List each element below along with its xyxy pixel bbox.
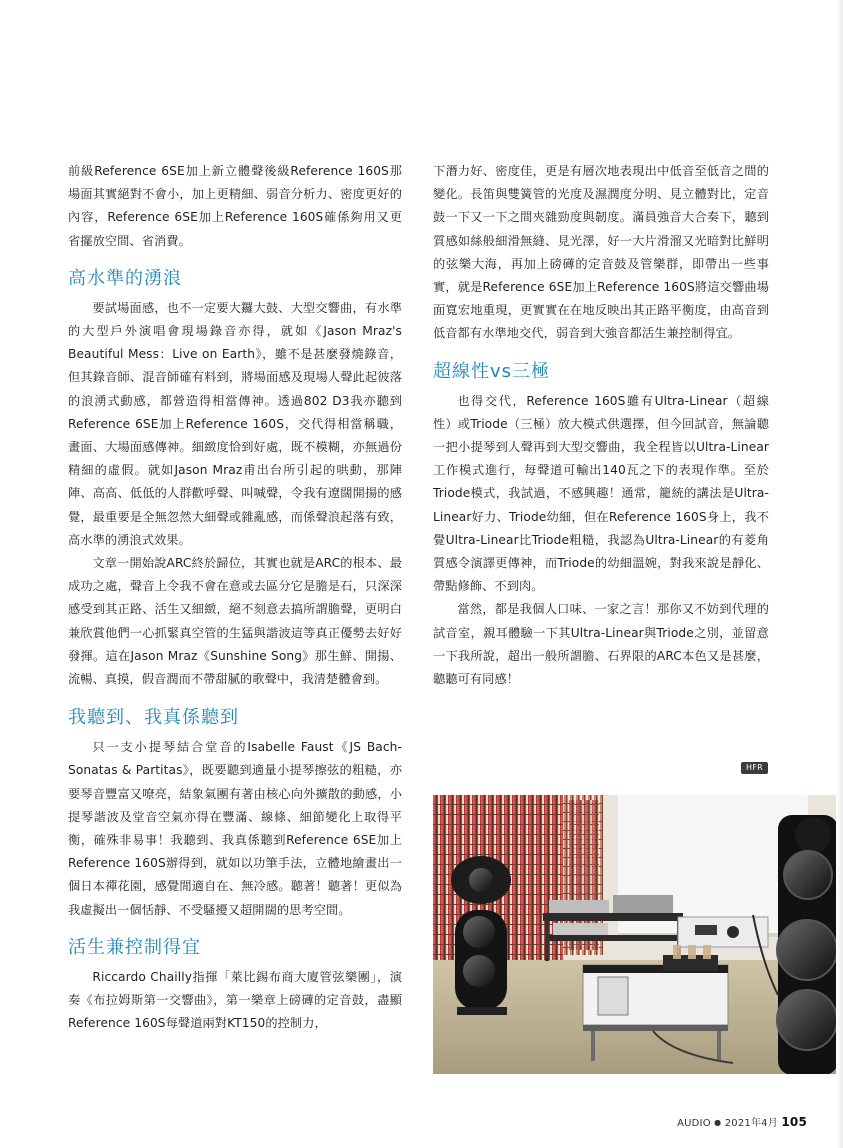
separator-dot: ● bbox=[714, 1118, 722, 1127]
right-column bbox=[433, 160, 769, 691]
body-paragraph: 只一支小提琴結合堂音的Isabelle Faust《JS Bach-Sonatas & Partitas》，既要聽到適量小提琴擦弦的粗糙，亦要琴音豐富又嘹亮，結象氣團有著由核心向外擴散的動感，小提琴諧波及堂音空氣亦得在豐滿、線條、細節變化上取得平衡，確殊非易事！我聽到、我真係聽到Reference 6SE加上Reference 160S辦得到，就如以功筆手法，立體地繪畫出一個日本禪花園，感覺閒適自在、無冷感。聽著！聽著！更似為我虛擬出一個恬靜、不受騷擾又超開闊的思考空間。 bbox=[68, 740, 402, 917]
body-paragraph: 文章一開始說ARC終於歸位，其實也就是ARC的根本、最成功之處，聲音上令我不會在意或去區分它是膽是石，只深深感受到其正路、活生又細緻，絕不刻意去搞所謂膽聲，更明白兼欣賞他們一心抓緊真空管的生猛與諧波這等真正優勢去好好發揮。這在Jason Mraz《Sunshine Song》那生鮮、開揚、流暢、真摸，假音潤而不帶甜膩的歌聲中，我清楚體會到。 bbox=[68, 556, 402, 687]
body-paragraph: 也得交代，Reference 160S雖有Ultra-Linear（超線性）或Triode（三極）放大模式供選擇，但今回試音，無論聽一把小提琴到人聲再到大型交響曲，我全程皆以Ultra-Linear工作模式進行，每聲道可輸出140瓦之下的表現作準。至於Triode模式，我試過，不感興趣！通常，籠統的講法是Ultra-Linear好力、Triode幼細，但在Reference 160S身上，我不覺Ultra-Linear比Triode粗糙，我認為Ultra-Linear的有菱角質感令演譯更傳神，而Triode的幼細溫婉，對我來說是靜化、帶點修飾、不到肉。 bbox=[433, 393, 769, 594]
section-heading: 我聽到、我真係聽到 bbox=[68, 707, 239, 729]
section-heading: 超線性vs三極 bbox=[433, 360, 551, 382]
left-column bbox=[68, 160, 402, 1036]
page-number: 105 bbox=[781, 1115, 807, 1129]
page-footer bbox=[677, 1114, 807, 1129]
body-paragraph: 要試場面感，也不一定要大鑼大鼓、大型交響曲，有水準的大型戶外演唱會現場錄音亦得，就如《Jason Mraz's Beautiful Mess：Live on Earth》，雖不是甚麼發燒錄音，但其錄音師、混音師確有料到，將場面感及現場人聲此起彼落的浪湧式動感，都營造得相當傳神。透過802 D3我亦聽到Reference 6SE加上Reference 160S，交代得相當稱職，畫面、大場面感傳神。細緻度恰到好處，既不模糊，亦無過份精細的虛假。就如Jason Mraz甫出台所引起的哄動，那陣陣、高高、低低的人群歡呼聲、叫喊聲，令我有遼闊開揚的感覺，最重要是全無忽然大細聲或雜亂感，而係聲浪起落有致，高水準的湧浪式效果。 bbox=[68, 300, 402, 547]
intro-paragraph: 前級Reference 6SE加上新立體聲後級Reference 160S那場面其實絕對不會小，加上更精細、弱音分析力、密度更好的內容，Reference 6SE加上Reference 160S確係夠用又更省擺放空間、省消費。 bbox=[68, 164, 402, 248]
magazine-name: AUDIO bbox=[677, 1118, 711, 1129]
page-edge-shadow bbox=[837, 0, 843, 1148]
body-paragraph: 當然，都是我個人口味、一家之言！那你又不妨到代理的試音室，親耳體驗一下其Ultra-Linear與Triode之別，並留意一下我所說，超出一般所謂膽、石界限的ARC本色又是甚麼，聽聽可有同感！ bbox=[433, 602, 769, 687]
photo-credit-badge: HFR bbox=[741, 762, 768, 774]
body-paragraph: 下潛力好、密度佳，更是有層次地表現出中低音至低音之間的變化。長笛與雙簧管的光度及濕潤度分明、見立體對比，定音鼓一下又一下之間夾雜勁度與韌度。滿員強音大合奏下，聽到質感如絲般細滑無縫、見光澤，好一大片滑溜又光暗對比鮮明的弦樂大海，再加上磅礡的定音鼓及管樂群，即帶出一些事實，就是Reference 6SE加上Reference 160S將這交響曲場面寬宏地重現，更實實在在地反映出其正路平衡度，由高音到低音都有水準地交代，弱音到大強音都活生兼控制得宜。 bbox=[433, 164, 769, 341]
issue-date: 2021年4月 bbox=[724, 1118, 778, 1129]
section-heading: 高水準的湧浪 bbox=[68, 267, 182, 289]
listening-room-photo bbox=[433, 795, 836, 1074]
section-heading: 活生兼控制得宜 bbox=[68, 936, 201, 958]
body-paragraph: Riccardo Chailly指揮「萊比錫布商大廈管弦樂團」，演奏《布拉姆斯第一交響曲》，第一樂章上磅礡的定音鼓，盡顯Reference 160S每聲道兩對KT150的控制力， bbox=[68, 969, 402, 1031]
